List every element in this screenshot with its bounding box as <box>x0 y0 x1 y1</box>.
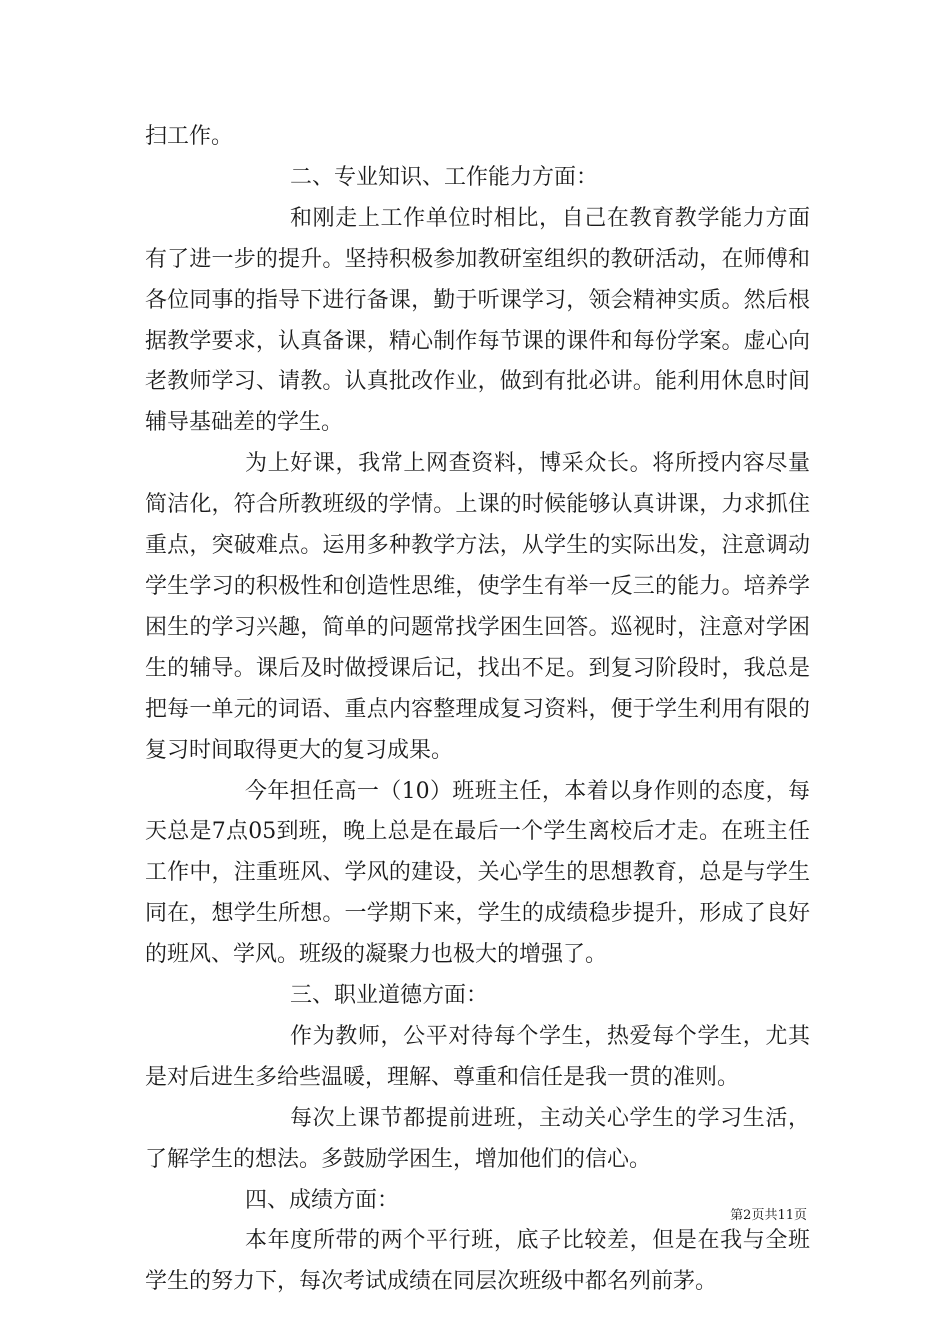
section-heading-ethics: 三、职业道德方面： <box>290 983 489 1009</box>
section-heading-results: 四、成绩方面： <box>245 1187 400 1213</box>
paragraph-care: 每次上课节都提前进班，主动关心学生的学习生活，了解学生的想法。多鼓励学困生，增加他们的信心。 <box>145 1105 810 1172</box>
paragraph-fairness: 作为教师，公平对待每个学生，热爱每个学生，尤其是对后进生多给些温暖，理解、尊重和信任是我一贯的准则。 <box>145 1023 810 1090</box>
paragraph-teaching-ability: 和刚走上工作单位时相比，自己在教育教学能力方面有了进一步的提升。坚持积极参加教研室组织的教研活动，在师傅和各位同事的指导下进行备课，勤于听课学习，领会精神实质。然后根据教学要求，认真备课，精心制作每节课的课件和每份学案。虚心向老教师学习、请教。认真批改作业，做到有批必讲。能利用休息时间辅导基础差的学生。 <box>145 205 810 436</box>
paragraph-head-teacher: 今年担任高一（10）班班主任，本着以身作则的态度，每天总是7点05到班，晚上总是在最后一个学生离校后才走。在班主任工作中，注重班风、学风的建设，关心学生的思想教育，总是与学生同在，想学生所想。一学期下来，学生的成绩稳步提升，形成了良好的班风、学风。班级的凝聚力也极大的增强了。 <box>145 778 810 968</box>
paragraph-lessons: 为上好课，我常上网查资料，博采众长。将所授内容尽量简洁化，符合所教班级的学情。上课的时候能够认真讲课，力求抓住重点，突破难点。运用多种教学方法，从学生的实际出发，注意调动学生学习的积极性和创造性思维，使学生有举一反三的能力。培养学困生的学习兴趣，简单的问题常找学困生回答。巡视时，注意对学困生的辅导。课后及时做授课后记，找出不足。到复习阶段时，我总是把每一单元的词语、重点内容整理成复习资料，便于学生利用有限的复习时间取得更大的复习成果。 <box>145 451 810 763</box>
section-heading-professional: 二、专业知识、工作能力方面： <box>290 164 599 190</box>
paragraph-continuation: 扫工作。 <box>145 124 234 149</box>
page-number: 第2页共11页 <box>730 1208 807 1223</box>
document-body <box>145 117 810 1303</box>
paragraph-results: 本年度所带的两个平行班，底子比较差，但是在我与全班学生的努力下，每次考试成绩在同层次班级中都名列前茅。 <box>145 1228 810 1295</box>
